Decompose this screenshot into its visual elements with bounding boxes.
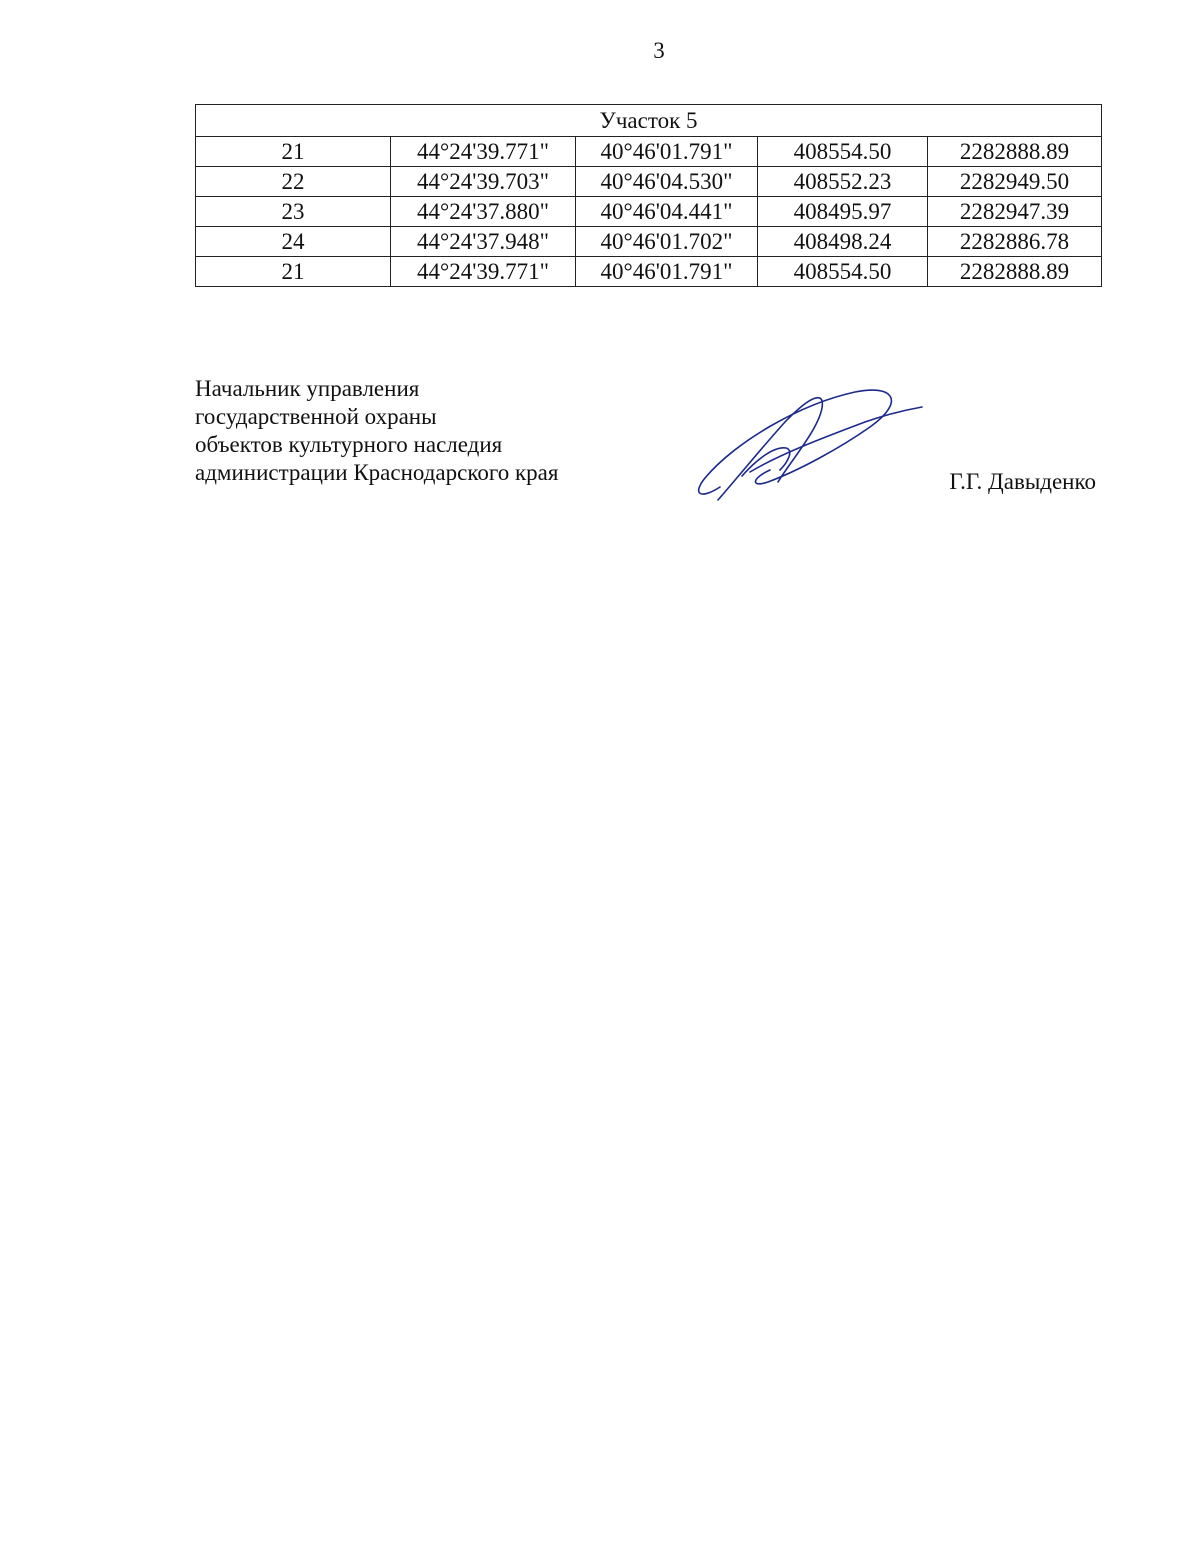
- x-coordinate-cell: 408554.50: [758, 137, 928, 167]
- signer-position: [195, 375, 558, 487]
- page-number: 3: [653, 38, 665, 63]
- position-line: объектов культурного наследия: [195, 432, 503, 457]
- longitude-cell: 40°46'04.530": [576, 167, 758, 197]
- position-line: Начальник управления: [195, 376, 420, 401]
- y-coordinate-cell: 2282947.39: [928, 197, 1102, 227]
- section-title: Участок 5: [196, 105, 1102, 137]
- signature-stroke: [750, 407, 922, 472]
- point-number-cell: 23: [196, 197, 391, 227]
- y-coordinate-cell: 2282888.89: [928, 137, 1102, 167]
- point-number-cell: 22: [196, 167, 391, 197]
- x-coordinate-cell: 408554.50: [758, 257, 928, 287]
- table-row: [196, 137, 1102, 167]
- handwritten-signature: [690, 382, 930, 507]
- table-row: [196, 227, 1102, 257]
- table-row: [196, 167, 1102, 197]
- longitude-cell: 40°46'01.702": [576, 227, 758, 257]
- x-coordinate-cell: 408552.23: [758, 167, 928, 197]
- point-number-cell: 24: [196, 227, 391, 257]
- longitude-cell: 40°46'01.791": [576, 137, 758, 167]
- y-coordinate-cell: 2282886.78: [928, 227, 1102, 257]
- point-number-cell: 21: [196, 137, 391, 167]
- table-row: [196, 257, 1102, 287]
- position-line: государственной охраны: [195, 404, 437, 429]
- latitude-cell: 44°24'39.703": [391, 167, 576, 197]
- latitude-cell: 44°24'37.948": [391, 227, 576, 257]
- longitude-cell: 40°46'01.791": [576, 257, 758, 287]
- y-coordinate-cell: 2282949.50: [928, 167, 1102, 197]
- coordinates-table: [195, 104, 1102, 287]
- point-number-cell: 21: [196, 257, 391, 287]
- position-line: администрации Краснодарского края: [195, 460, 559, 485]
- y-coordinate-cell: 2282888.89: [928, 257, 1102, 287]
- latitude-cell: 44°24'37.880": [391, 197, 576, 227]
- x-coordinate-cell: 408498.24: [758, 227, 928, 257]
- signature-stroke: [699, 390, 892, 494]
- signature-stroke: [718, 398, 822, 500]
- signer-name: Г.Г. Давыденко: [949, 469, 1096, 494]
- table-section-header-row: [196, 105, 1102, 137]
- table-row: [196, 197, 1102, 227]
- latitude-cell: 44°24'39.771": [391, 257, 576, 287]
- longitude-cell: 40°46'04.441": [576, 197, 758, 227]
- x-coordinate-cell: 408495.97: [758, 197, 928, 227]
- latitude-cell: 44°24'39.771": [391, 137, 576, 167]
